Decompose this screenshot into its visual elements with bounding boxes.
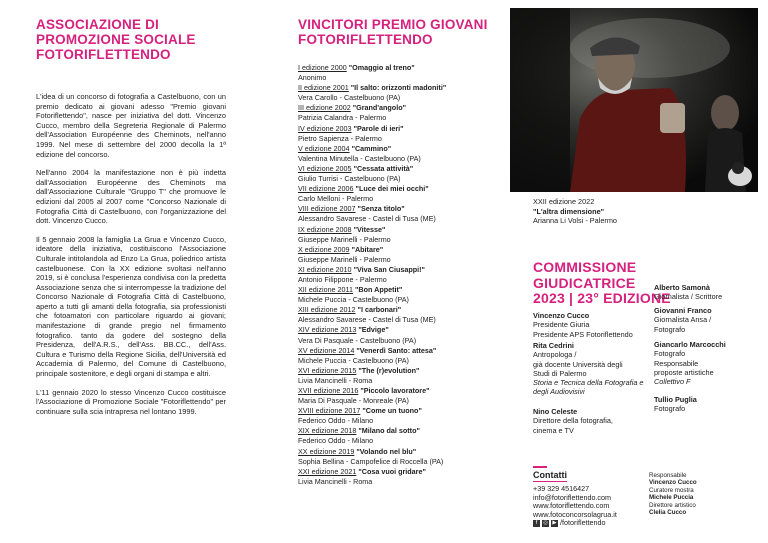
edition-label: XIX edizione 2018 [298, 426, 357, 436]
winner-name: Carlo Melloni - Palermo [298, 194, 374, 204]
edition-theme: "Abitare" [351, 244, 384, 254]
winner-name: Alessandro Savarese - Castel di Tusa (ME) [298, 315, 436, 325]
contact-site-1[interactable]: www.fotoriflettendo.com [533, 501, 610, 511]
winners-section [298, 17, 498, 487]
edition-label: XVI edizione 2015 [298, 365, 357, 375]
winner-name: Giuseppe Marinelli - Palermo [298, 254, 391, 264]
edition-label: XIV edizione 2013 [298, 325, 357, 335]
association-paragraph: L'idea di un concorso di fotografia a Castelbuono, con un premio dedicato ai giovani adesso "Premio giovani Fotoriflettendo", nasce per iniziativa del dott. Vincenzo Cucco, membro della Segreteria Regionale di Palermo dell'Association Européenne des Cheminots, nell'anno 1999. Nel mese di settembre del 2000 decolla la 1ª edizione del concorso. [36, 92, 226, 159]
edition-label: VII edizione 2006 [298, 184, 354, 194]
winner-name: Livia Mancinelli - Roma [298, 375, 373, 385]
winner-edition-row [298, 406, 498, 416]
credits-block: Responsabile Vincenzo Cucco Curatore mostra Michele Puccia Direttore artistico Clelia Cucco [649, 472, 697, 517]
edition-label: XIII edizione 2012 [298, 305, 356, 315]
contact-email[interactable]: info@fotoriflettendo.com [533, 492, 612, 502]
winner-name: Anonimo [298, 73, 327, 83]
winner-edition-row [298, 204, 498, 214]
edition-label: V edizione 2004 [298, 143, 350, 153]
edition-theme: "Senza titolo" [357, 204, 405, 214]
commission-title: COMMISSIONE GIUDICATRICE 2023 | 23° EDIZIONE [533, 259, 671, 306]
association-section [36, 17, 226, 425]
youtube-icon[interactable]: ▶ [552, 520, 557, 527]
winner-name: Michele Puccia - Castelbuono (PA) [298, 355, 409, 365]
winner-edition-row [298, 184, 498, 194]
association-paragraph: Nell'anno 2004 la manifestazione non è più indetta dall'Association Européenne des Cheminots ma dall'Associazione Culturale "Gruppo T" che promuove le edizioni dal 2005 al 2007 come "Concorso Nazionale di Fotografia Città di Castelbuono, con l'organizzazione del dott. Vincenzo Cucco. [36, 168, 226, 226]
winners-title: VINCITORI PREMIO GIOVANI FOTORIFLETTENDO [298, 17, 488, 47]
winner-edition-row [298, 366, 498, 376]
edition-theme: "Cessata attività" [353, 163, 414, 173]
accent-dash [533, 466, 547, 468]
edition-label: XX edizione 2019 [298, 446, 355, 456]
edition-label: II edizione 2001 [298, 83, 349, 93]
winner-edition-row [298, 447, 498, 457]
instagram-icon[interactable]: ◎ [543, 520, 548, 527]
winner-name: Federico Oddo - Milano [298, 436, 374, 446]
winner-name: Livia Mancinelli - Roma [298, 476, 373, 486]
edition-label: IV edizione 2003 [298, 123, 352, 133]
winner-name: Sophia Bellina - Campofelice di Roccella (PA) [298, 456, 444, 466]
winner-name: Vera Carollo - Castelbuono (PA) [298, 93, 401, 103]
winner-name: Alessandro Savarese - Castel di Tusa (ME) [298, 214, 436, 224]
edition-theme: "Vitesse" [353, 224, 386, 234]
winner-name: Giulio Turrisi - Castelbuono (PA) [298, 174, 401, 184]
winner-edition-row [298, 164, 498, 174]
edition-theme: "The (r)evolution" [358, 365, 420, 375]
winner-edition-row [298, 346, 498, 356]
winner-name: Michele Puccia - Castelbuono (PA) [298, 295, 409, 305]
winner-edition-row [298, 63, 498, 73]
member-rita-cedrini: Rita Cedrini Antropologa / già docente Università degli Studi di Palermo Storia e Tecnica della Fotografia e degli Audiovisivi [533, 341, 644, 397]
photo-illustration [510, 8, 758, 192]
winner-name: Maria Di Pasquale - Monreale (PA) [298, 396, 409, 406]
edition-label: VI edizione 2005 [298, 163, 352, 173]
edition-theme: "Milano dal sotto" [358, 426, 420, 436]
edition-label: I edizione 2000 [298, 63, 347, 72]
winner-name: Patrizia Calandra - Palermo [298, 113, 387, 123]
edition-theme: "Cammino" [351, 143, 392, 153]
edition-label: XXI edizione 2021 [298, 466, 357, 476]
winner-edition-row [298, 325, 498, 335]
edition-theme: "Edvige" [358, 325, 389, 335]
winner-name: Pietro Sapienza - Palermo [298, 133, 382, 143]
winning-photo [510, 8, 758, 192]
edition-theme: "Cosa vuoi gridare" [358, 466, 426, 476]
member-tullio-puglia: Tullio Puglia Fotografo [654, 395, 697, 414]
winner-name: Valentina Minutella - Castelbuono (PA) [298, 153, 421, 163]
edition-label: XVII edizione 2016 [298, 386, 359, 395]
winner-edition-row [298, 103, 498, 113]
winner-edition-row [298, 83, 498, 93]
winner-edition-row [298, 225, 498, 235]
member-nino-celeste: Nino Celeste Direttore della fotografia, cinema e TV [533, 407, 613, 435]
winner-edition-row [298, 124, 498, 134]
member-alberto-samona: Alberto Samonà Giornalista / Scrittore [654, 283, 723, 302]
edition-theme: "Grand'angolo" [352, 103, 406, 113]
edition-theme: "Come un tuono" [362, 406, 422, 416]
edition-label: XI edizione 2010 [298, 264, 352, 274]
edition-theme: "Parole di ieri" [353, 123, 404, 133]
winner-name: Federico Oddo - Milano [298, 416, 374, 426]
contact-site-2[interactable]: www.fotoconcorsolagrua.it [533, 509, 617, 519]
edition-label: XVIII edizione 2017 [298, 406, 361, 416]
member-giovanni-franco: Giovanni Franco Giornalista Ansa / Fotografo [654, 306, 712, 334]
edition-label: VIII edizione 2007 [298, 204, 356, 214]
winner-edition-row [298, 285, 498, 295]
member-vincenzo-cucco: Vincenzo Cucco Presidente Giuria Presidente APS Fotoriflettendo [533, 311, 633, 339]
edition-label: XII edizione 2011 [298, 285, 354, 295]
photo-caption: XXII edizione 2022 "L'altra dimensione" Arianna Li Volsi - Palermo [533, 197, 617, 225]
edition-theme: "Luce dei miei occhi" [355, 184, 429, 194]
winner-edition-row [298, 305, 498, 315]
edition-label: IX edizione 2008 [298, 224, 352, 234]
edition-label: III edizione 2002 [298, 103, 351, 113]
association-title: ASSOCIAZIONE DI PROMOZIONE SOCIALE FOTORIFLETTENDO [36, 17, 196, 62]
edition-theme: "Omaggio al treno" [348, 63, 415, 72]
edition-theme: "Volando nel blu" [356, 446, 417, 456]
contacts-heading: Contatti [533, 470, 567, 480]
edition-theme: "Piccolo lavoratore" [360, 386, 430, 395]
winner-edition-row [298, 265, 498, 275]
winner-name: Giuseppe Marinelli - Palermo [298, 234, 391, 244]
edition-theme: "Viva San Ciusappi!" [353, 264, 425, 274]
winners-list [298, 63, 498, 487]
association-paragraph: Il 5 gennaio 2008 la famiglia La Grua e Vincenzo Cucco, ideatore della iniziativa, costituiscono l'Associazione Culturale intitolandola ad Enzo La Grua, poliedrico artista castelbuonese. Con la XX edizione svoltasi nell'anno 2019, si è conclusa l'esperienza condivisa con la predetta Associazione senza che si interrompesse la tradizione del Concorso Nazionale di Fotografia Città di Castelbuono, aperto a tutti gli amanti della fotografia, sia professionisti che fotoamatori con particolare riguardo ai giovani; manifestazione di grande pregio nel firmamento fotografico. tanto da godere del sostegno della Presidenza, dell'A.R.S., dell'Ass. BB.CC., dell'Ass. Cultura e Turismo della Regione Sicilia, dell'Università ed Accademia di Palermo, del Comune di Castelbuono, principale sostenitore, e degli organi di stampa e altri. [36, 234, 226, 379]
edition-theme: "Il salto: orizzonti madoniti" [350, 83, 447, 93]
winner-edition-row [298, 144, 498, 154]
winner-edition-row [298, 426, 498, 436]
member-giancarlo-marcocchi: Giancarlo Marcocchi Fotografo Responsabile proposte artistiche Collettivo F [654, 340, 726, 387]
social-row [533, 519, 617, 528]
edition-theme: "Venerdì Santo: attesa" [356, 345, 437, 355]
association-paragraph: L'11 gennaio 2020 lo stesso Vincenzo Cucco costituisce l'Associazione di Promozione Sociale "Fotoriflettendo" per continuare sulla scia intrapresa nel lontano 1999. [36, 387, 226, 416]
contact-phone[interactable]: +39 329 4516427 [533, 484, 590, 493]
edition-label: XV edizione 2014 [298, 345, 355, 355]
contacts-block [533, 470, 617, 528]
edition-theme: "I carbonari" [357, 305, 402, 315]
social-handle[interactable]: /fotoriflettendo [560, 518, 606, 528]
winner-edition-row [298, 467, 498, 477]
winner-edition-row [298, 245, 498, 255]
winner-name: Antonio Filippone - Palermo [298, 274, 387, 284]
edition-label: X edizione 2009 [298, 244, 350, 254]
winner-edition-row [298, 386, 498, 396]
edition-theme: "Bon Appetit" [355, 285, 403, 295]
facebook-icon[interactable]: f [533, 520, 540, 527]
winner-name: Vera Di Pasquale - Castelbuono (PA) [298, 335, 417, 345]
